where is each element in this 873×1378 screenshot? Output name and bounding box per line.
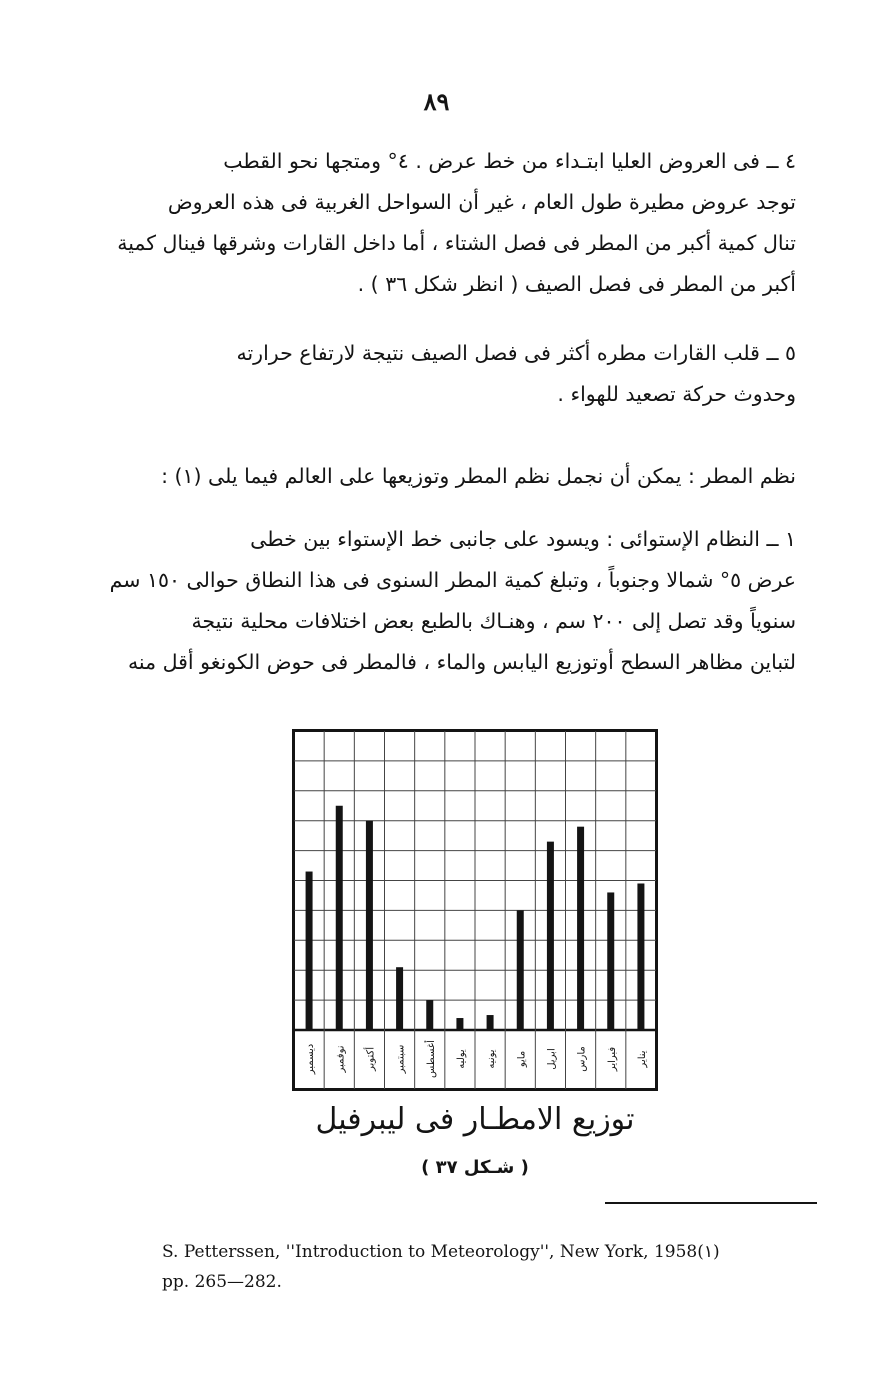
section-intro-line: نظم المطر : يمكن أن نجمل نظم المطر وتوزيعها على العالم فيما يلى (١) : xyxy=(161,464,796,488)
text-line: سنوياً وقد تصل إلى ٢٠٠ سم ، وهنـاك بالطبع بعض اختلافات محلية نتيجة xyxy=(191,609,796,633)
bar-6 xyxy=(487,1015,494,1030)
month-label: يناير xyxy=(636,1050,648,1068)
bar-9 xyxy=(396,967,403,1030)
footnote-rule xyxy=(605,1202,817,1204)
text-line: لتباين مظاهر السطح أوتوزيع اليابس والماء ، فالمطر فى حوض الكونغو أقل منه xyxy=(127,650,796,674)
bar-4 xyxy=(547,842,554,1030)
month-label: فبراير xyxy=(606,1046,618,1072)
bar-2 xyxy=(607,892,614,1030)
text-line: أكبر من المطر فى فصل الصيف ( انظر شكل ٣٦ ) . xyxy=(357,272,796,296)
text-line: عرض ٥° شمالا وجنوباً ، وتبلغ كمية المطر السنوى فى هذا النطاق حوالى ١٥٠ سم xyxy=(109,568,796,592)
text-line: وحدوث حركة تصعيد للهواء . xyxy=(557,382,796,406)
page-number: ٨٩ xyxy=(423,87,450,116)
footnote xyxy=(162,1237,812,1297)
month-label: سبتمبر xyxy=(395,1044,407,1074)
paragraph-4 xyxy=(117,141,796,305)
bar-1 xyxy=(637,883,644,1030)
bar-11 xyxy=(336,806,343,1030)
footnote-line: S. Petterssen, ''Introduction to Meteorology'', New York, 1958(١) xyxy=(162,1242,720,1262)
month-label: نوفمبر xyxy=(335,1045,347,1073)
figure-label: ( شـكل ٣٧ ) xyxy=(421,1157,529,1178)
text-line: توجد عروض مطيرة طول العام ، غير أن السواحل الغربية فى هذه العروض xyxy=(167,190,796,214)
text-line: ٤ ــ فى العروض العليا ابتـداء من خط عرض . ٤° ومتجها نحو القطب xyxy=(223,149,796,173)
month-label: ديسمبر xyxy=(305,1043,317,1075)
rainfall-chart xyxy=(292,729,658,1091)
month-label: مارس xyxy=(576,1046,588,1072)
text-line: ١ ــ النظام الإستوائى : ويسود على جانبى خط الإستواء بين خطى xyxy=(250,527,796,551)
section-rain-systems xyxy=(150,456,796,497)
figure-caption: توزيع الامطـار فى ليبرفيل xyxy=(315,1102,635,1137)
bar-3 xyxy=(577,827,584,1030)
paragraph-equatorial xyxy=(109,519,796,683)
footnote-line: pp. 265—282. xyxy=(162,1272,282,1292)
month-label: أغسطس xyxy=(425,1040,437,1078)
rainfall-chart-svg xyxy=(292,729,658,1091)
text-line: ٥ ــ قلب القارات مطره أكثر فى فصل الصيف نتيجة لارتفاع حرارته xyxy=(236,341,796,365)
bar-5 xyxy=(517,910,524,1030)
month-label: أكتوبر xyxy=(365,1046,377,1072)
bar-12 xyxy=(306,872,313,1030)
bar-7 xyxy=(456,1018,463,1030)
paragraph-5 xyxy=(150,333,796,415)
bar-10 xyxy=(366,821,373,1030)
month-label: يونيه xyxy=(486,1049,498,1069)
bar-8 xyxy=(426,1000,433,1030)
text-line: تنال كمية أكبر من المطر فى فصل الشتاء ، أما داخل القارات وشرقها فينال كمية xyxy=(117,231,796,255)
month-label: يوليه xyxy=(455,1049,467,1069)
month-label: مايو xyxy=(516,1050,528,1068)
month-label: ابريل xyxy=(546,1048,558,1070)
